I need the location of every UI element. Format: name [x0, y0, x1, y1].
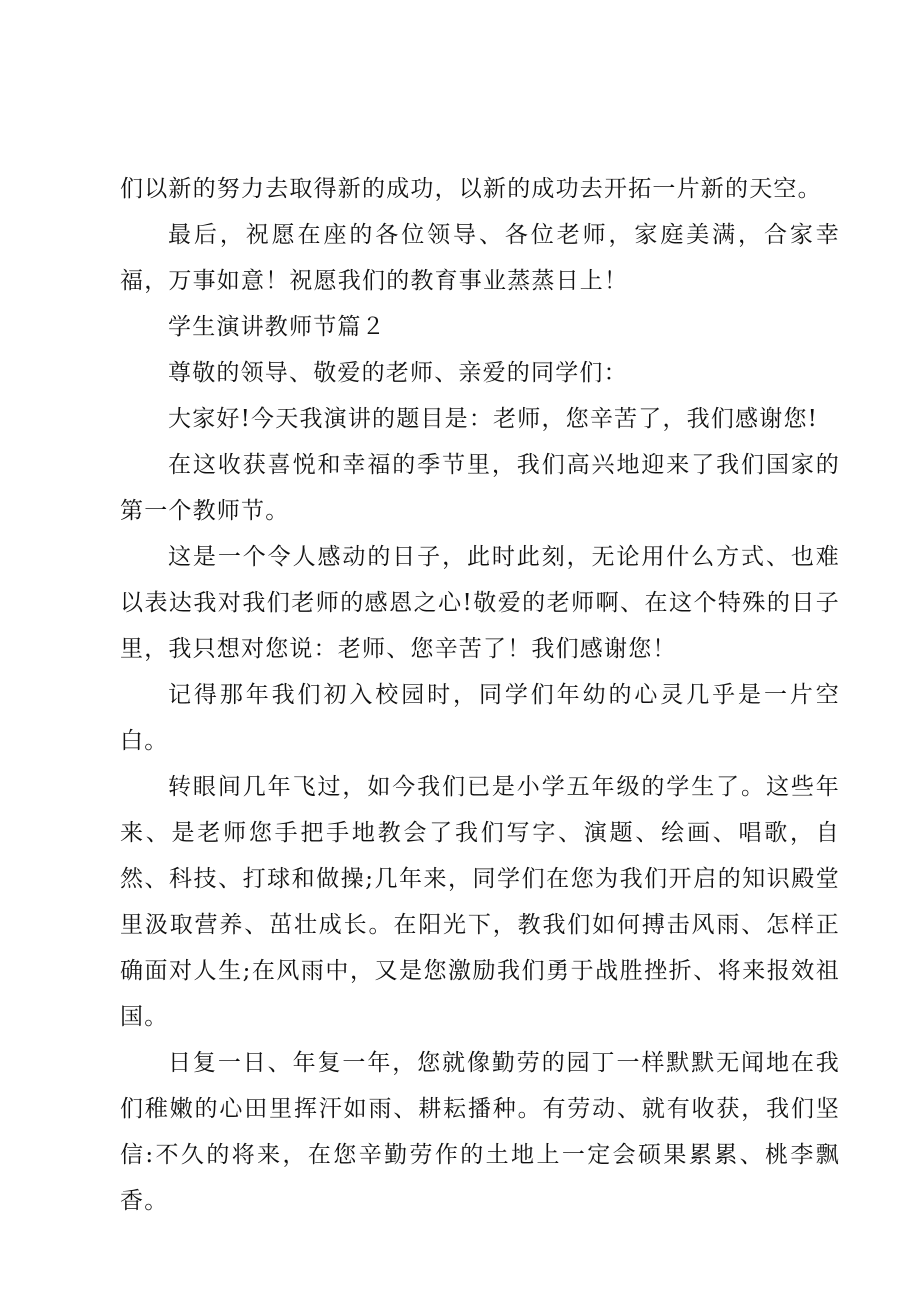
paragraph-5: 在这收获喜悦和幸福的季节里，我们高兴地迎来了我们国家的第一个教师节。 [120, 452, 840, 524]
paragraph-6: 这是一个令人感动的日子，此时此刻，无论用什么方式、也难以表达我对我们老师的感恩之心!敬爱的老师啊、在这个特殊的日子里，我只想对您说：老师、您辛苦了！我们感谢您！ [120, 544, 840, 662]
section-heading: 学生演讲教师节篇２ [168, 314, 386, 340]
paragraph-greeting: 大家好!今天我演讲的题目是：老师，您辛苦了，我们感谢您! [168, 406, 819, 432]
paragraph-7: 记得那年我们初入校园时，同学们年幼的心灵几乎是一片空白。 [120, 682, 840, 754]
paragraph-2: 最后，祝愿在座的各位领导、各位老师，家庭美满，合家幸福，万事如意！祝愿我们的教育事业蒸蒸日上！ [120, 222, 840, 294]
paragraph-8: 转眼间几年飞过，如今我们已是小学五年级的学生了。这些年来、是老师您手把手地教会了我们写字、演题、绘画、唱歌，自然、科技、打球和做操;几年来，同学们在您为我们开启的知识殿堂里汲取营养、茁壮成长。在阳光下，教我们如何搏击风雨、怎样正确面对人生;在风雨中，又是您激励我们勇于战胜挫折、将来报效祖国。 [120, 774, 840, 1030]
paragraph-1: 们以新的努力去取得新的成功，以新的成功去开拓一片新的天空。 [120, 176, 822, 202]
document-body [120, 166, 840, 1224]
paragraph-9: 日复一日、年复一年，您就像勤劳的园丁一样默默无闻地在我们稚嫩的心田里挥汗如雨、耕耘播种。有劳动、就有收获，我们坚信:不久的将来，在您辛勤劳作的土地上一定会硕果累累、桃李飘香。 [120, 1050, 840, 1214]
paragraph-salutation: 尊敬的领导、敬爱的老师、亲爱的同学们： [168, 360, 628, 386]
